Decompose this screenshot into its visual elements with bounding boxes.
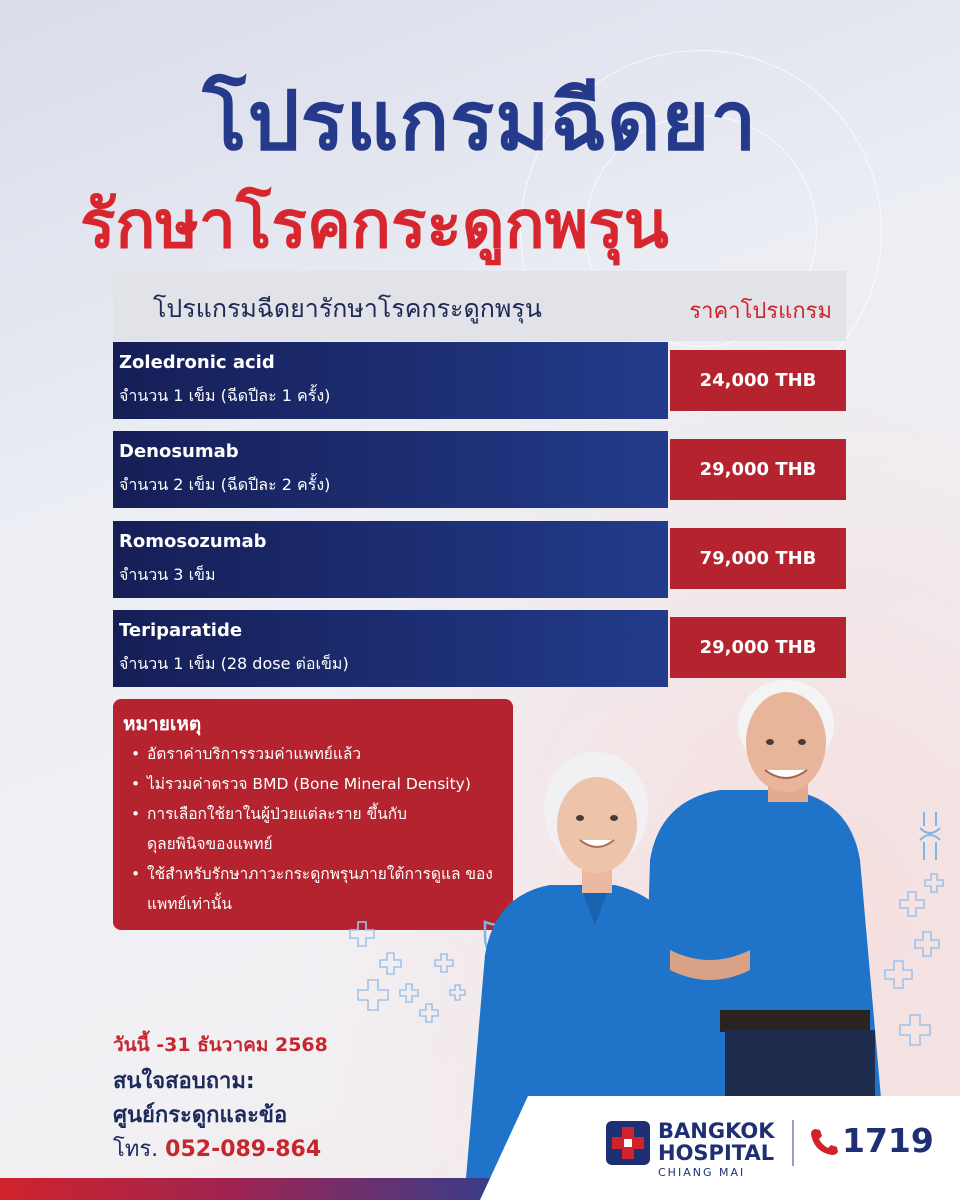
note-text: การเลือกใช้ยาในผู้ป่วยแต่ละราย ขึ้นกับดุลยพินิจของแพทย์: [147, 805, 407, 853]
contact-department: ศูนย์กระดูกและข้อ: [113, 1103, 288, 1128]
note-item: • ไม่รวมค่าตรวจ BMD (Bone Mineral Density): [131, 775, 471, 793]
joint-icon: [920, 812, 940, 860]
hotline-number[interactable]: 1719: [842, 1121, 934, 1160]
note-item: • การเลือกใช้ยาในผู้ป่วยแต่ละราย ขึ้นกับดุลยพินิจของแพทย์: [131, 805, 407, 853]
brand-name-line1: BANGKOK: [658, 1119, 775, 1143]
program-name: Zoledronic acid: [119, 352, 275, 373]
notes-title: หมายเหตุ: [123, 713, 202, 735]
program-row: [113, 342, 668, 419]
note-item: • อัตราค่าบริการรวมค่าแพทย์แล้ว: [131, 745, 362, 763]
page-title-line1: โปรแกรมฉีดยา: [202, 74, 758, 169]
phone-icon: [808, 1126, 838, 1156]
program-row: [113, 521, 668, 598]
brand-name-line2: HOSPITAL: [658, 1141, 775, 1165]
program-desc: จำนวน 3 เข็ม: [119, 565, 216, 584]
program-price: 29,000 THB: [670, 439, 846, 500]
bottom-stripe: [0, 1178, 520, 1200]
header-price-label: ราคาโปรแกรม: [689, 299, 832, 324]
promo-period: วันนี้ -31 ธันวาคม 2568: [113, 1034, 328, 1056]
program-row: [113, 431, 668, 508]
note-item: • ใช้สำหรับรักษาภาวะกระดูกพรุนภายใต้การดูแล ของแพทย์เท่านั้น: [131, 865, 493, 913]
note-text: ไม่รวมค่าตรวจ BMD (Bone Mineral Density): [147, 775, 471, 793]
program-price: 79,000 THB: [670, 528, 846, 589]
brand-branch: CHIANG MAI: [658, 1166, 746, 1179]
phone-label: โทร.: [113, 1137, 159, 1162]
program-price: 24,000 THB: [670, 350, 846, 411]
contact-heading: สนใจสอบถาม:: [113, 1069, 255, 1094]
note-text: อัตราค่าบริการรวมค่าแพทย์แล้ว: [147, 745, 362, 763]
hospital-logo-icon: [606, 1121, 650, 1165]
note-text: ใช้สำหรับรักษาภาวะกระดูกพรุนภายใต้การดูแล ของแพทย์เท่านั้น: [147, 865, 493, 913]
table-header: [113, 271, 846, 341]
program-desc: จำนวน 1 เข็ม (28 dose ต่อเข็ม): [119, 654, 349, 673]
program-desc: จำนวน 2 เข็ม (ฉีดปีละ 2 ครั้ง): [119, 475, 331, 494]
phone-number[interactable]: 052-089-864: [165, 1137, 322, 1162]
program-name: Teriparatide: [119, 620, 243, 641]
program-desc: จำนวน 1 เข็ม (ฉีดปีละ 1 ครั้ง): [119, 386, 331, 405]
contact-phone[interactable]: [113, 1131, 321, 1166]
program-price: 29,000 THB: [670, 617, 846, 678]
program-name: Denosumab: [119, 441, 239, 462]
program-name: Romosozumab: [119, 531, 267, 552]
logo-divider: [792, 1120, 794, 1166]
page-title-line2: รักษาโรคกระดูกพรุน: [80, 186, 669, 263]
header-program-label: โปรแกรมฉีดยารักษาโรคกระดูกพรุน: [153, 294, 542, 323]
